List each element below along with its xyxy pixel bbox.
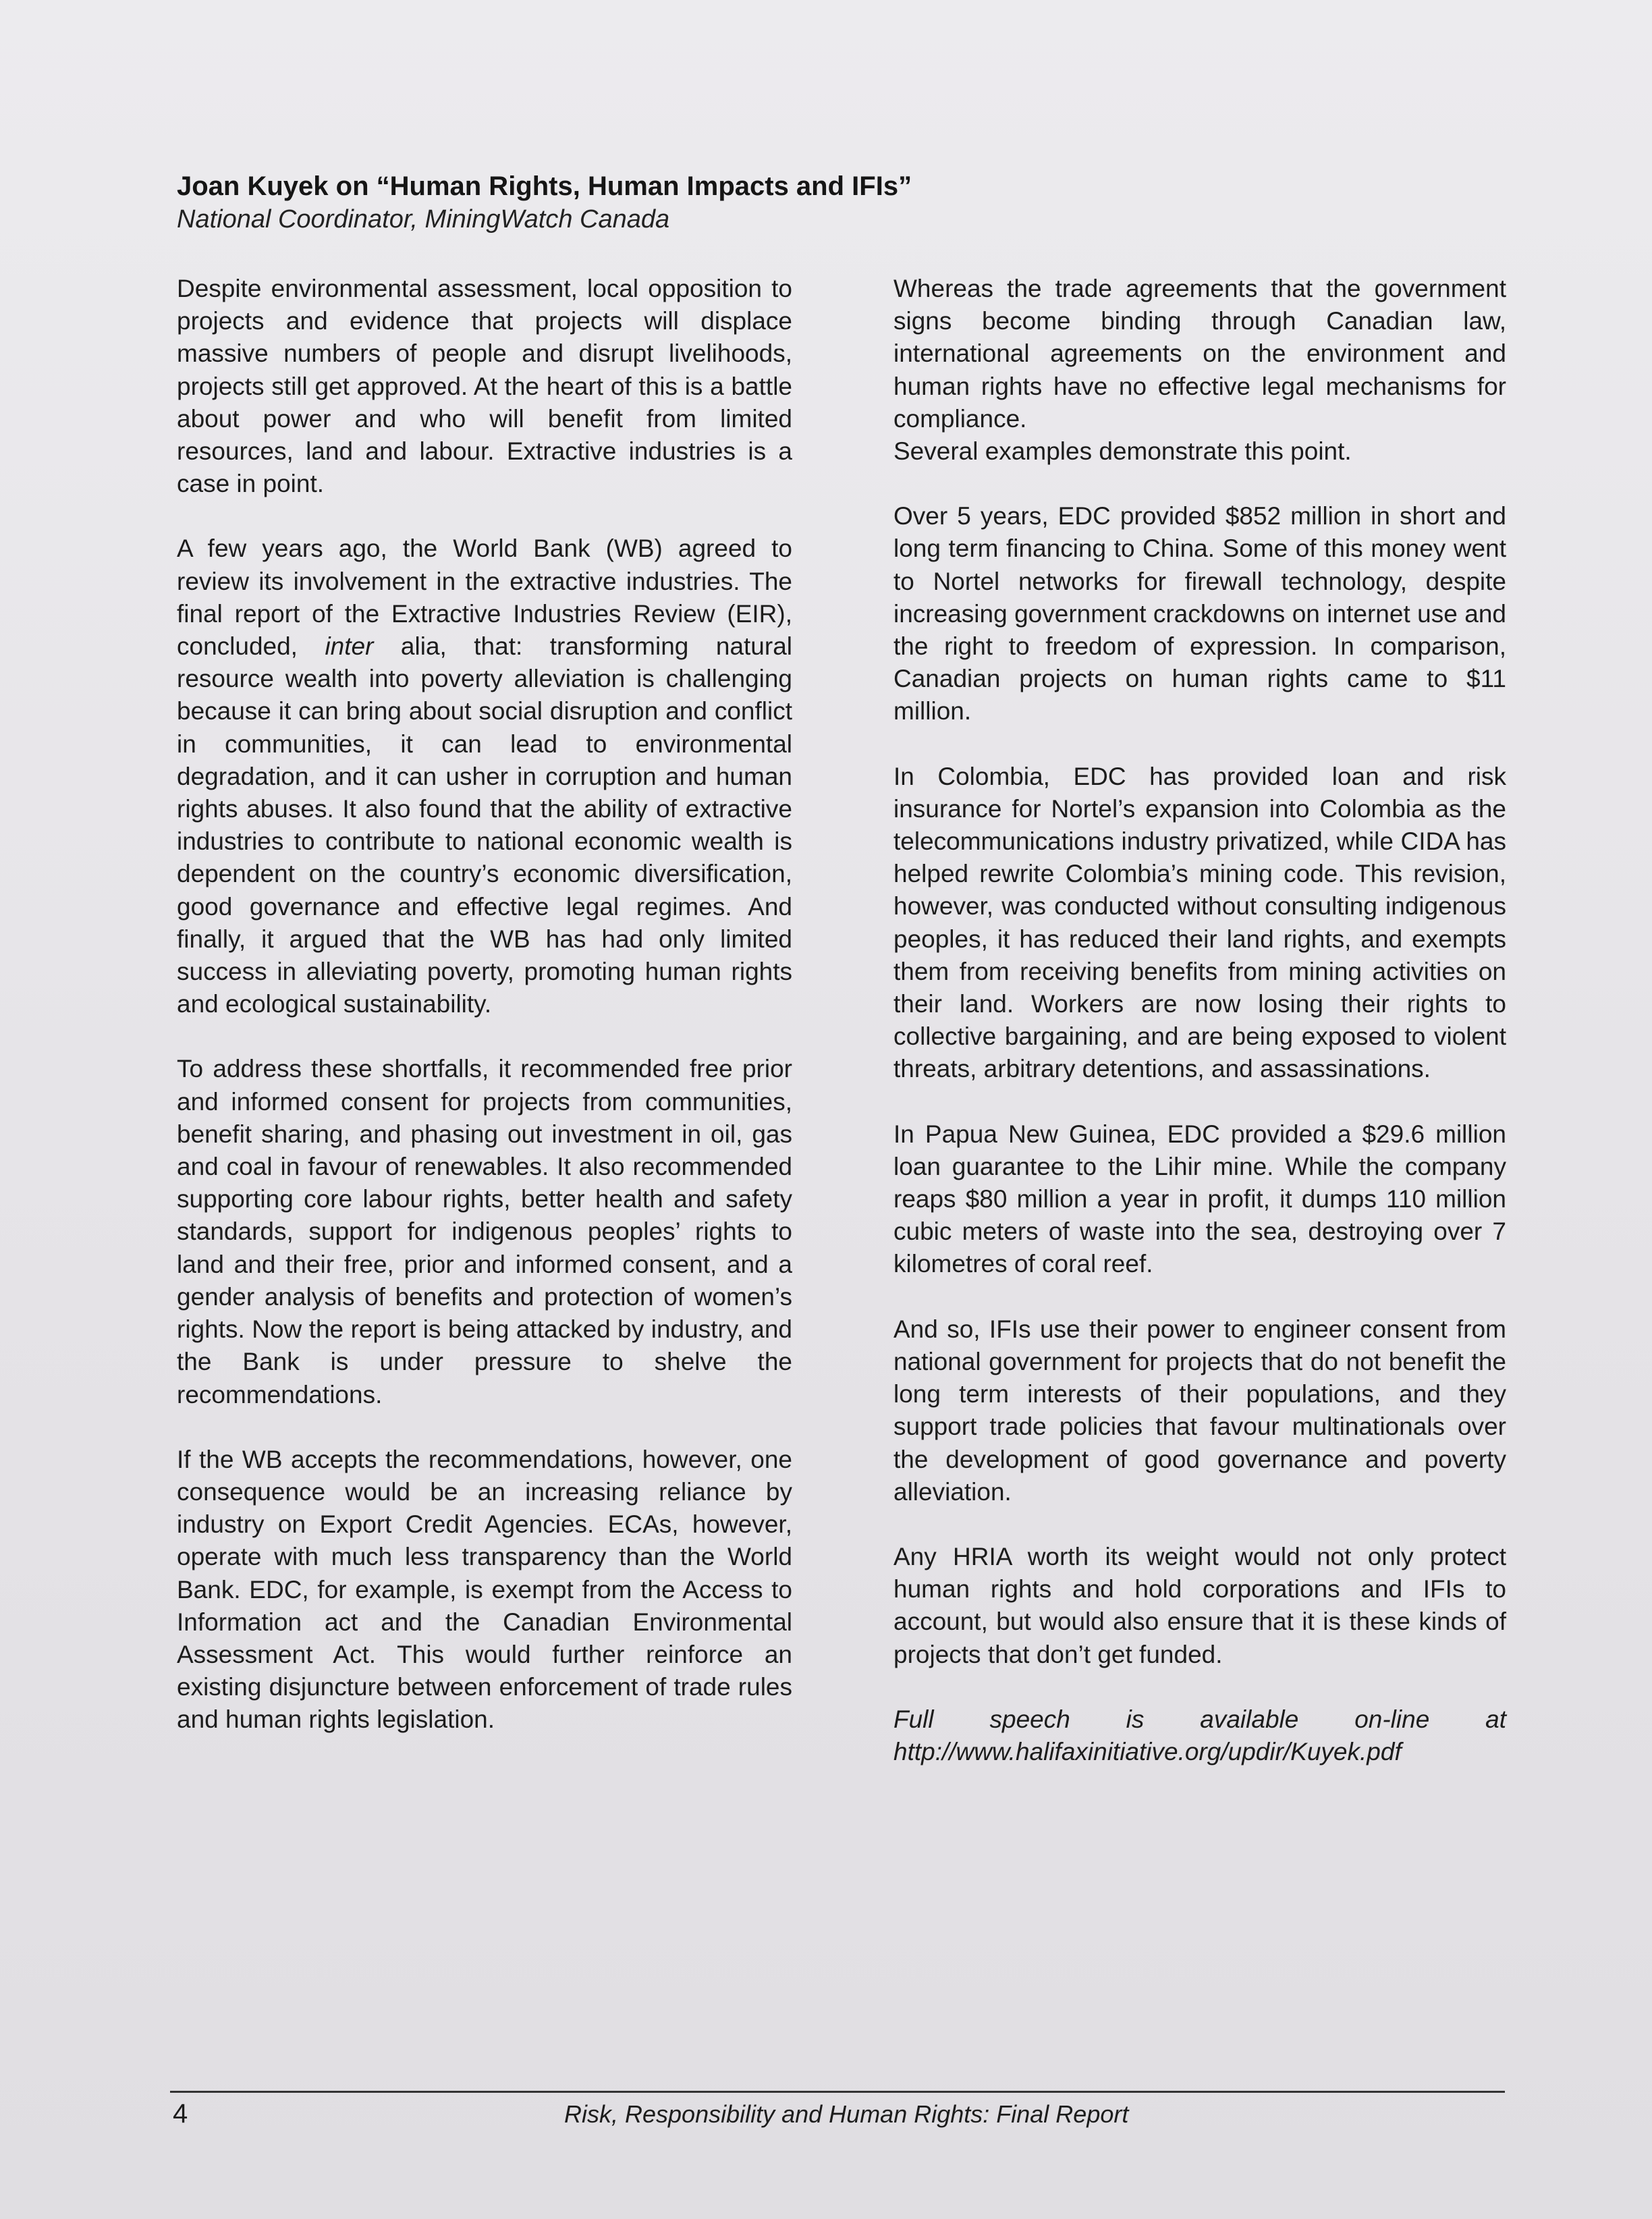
footer-report-title: Risk, Responsibility and Human Rights: Final Report: [564, 2100, 1129, 2128]
paragraph: Whereas the trade agreements that the government signs become binding through Canadian law, international agreements on the environment and human rights have no effective legal mechanisms for compliance.: [893, 275, 1506, 433]
paragraph: Over 5 years, EDC provided $852 million in short and long term financing to China. Some of this money went to Nortel networks for firewall technology, despite increasing government crackdowns on internet use and the right to freedom of expression. In comparison, Canadian projects on human rights came to $11 million.: [893, 502, 1506, 725]
article-header: [177, 169, 1513, 235]
italic-term: inter: [325, 632, 374, 661]
paragraph: If the WB accepts the recommendations, however, one consequence would be an increasing reliance by industry on Export Credit Agencies. ECAs, however, operate with much less transparency than the World Bank. EDC, for example, is exempt from the Access to Information act and the Canadian Environmental Assessment Act. This would further reinforce an existing disjuncture between enforcement of trade rules and human rights legislation.: [177, 1445, 792, 1734]
paragraph: And so, IFIs use their power to engineer consent from national government for projects that do not benefit the long term interests of their populations, and they support trade policies that favour multinationals over the development of good governance and poverty alleviation.: [893, 1315, 1506, 1506]
paragraph: Several examples demonstrate this point.: [893, 437, 1352, 466]
speech-link-note: Full speech is available on-line at http://www.halifaxinitiative.org/updir/Kuyek.pdf: [893, 1705, 1506, 1765]
paragraph: In Colombia, EDC has provided loan and risk insurance for Nortel’s expansion into Colombia as the telecommunications industry privatized, while CIDA has helped rewrite Colombia’s mining code. This revision, however, was conducted without consulting indigenous peoples, it has reduced their land rights, and exempts them from receiving benefits from mining activities on their land. Workers are now losing their rights to collective bargaining, and are being exposed to violent threats, arbitrary detentions, and assassinations.: [893, 762, 1506, 1083]
paragraph: To address these shortfalls, it recommended free prior and informed consent for projects from communities, benefit sharing, and phasing out investment in oil, gas and coal in favour of renewables. It also recommended supporting core labour rights, better health and safety standards, support for indigenous peoples’ rights to land and their free, prior and informed consent, and a gender analysis of benefits and protection of women’s rights. Now the report is being attacked by industry, and the Bank is under pressure to shelve the recommendations.: [177, 1055, 792, 1408]
paragraph: Any HRIA worth its weight would not only protect human rights and hold corporations and IFIs to account, but would also ensure that it is these kinds of projects that don’t get funded.: [893, 1542, 1506, 1668]
paragraph-text: alia, that: transforming natural resource wealth into poverty alleviation is challenging because it can bring about social disruption and conflict in communities, it can lead to environmental degradation, and it can usher in corruption and human rights abuses. It also found that the ability of extractive industries to contribute to national economic wealth is dependent on the country’s economic diversification, good governance and effective legal regimes. And finally, it argued that the WB has had only limited success in alleviating poverty, promoting human rights and ecological sustainability.: [177, 632, 792, 1018]
paragraph: [177, 532, 792, 1020]
left-column: [177, 273, 792, 1769]
right-column: [893, 273, 1506, 1801]
paragraph: In Papua New Guinea, EDC provided a $29.6 million loan guarantee to the Lihir mine. While the company reaps $80 million a year in profit, it dumps 110 million cubic meters of waste into the sea, destroying over 7 kilometres of coral reef.: [893, 1120, 1506, 1278]
paragraph-text: The final report of the Extractive Industries Review (EIR), concluded,: [177, 567, 792, 661]
footer-divider: [170, 2091, 1505, 2093]
author-affiliation: National Coordinator, MiningWatch Canada: [177, 205, 670, 234]
paragraph: Despite environmental assessment, local opposition to projects and evidence that projects will displace massive numbers of people and disrupt livelihoods, projects still get approved. At the heart of this is a battle about power and who will benefit from limited resources, land and labour. Extractive industries is a case in point.: [177, 275, 792, 498]
page-number: 4: [173, 2099, 188, 2129]
article-title: Joan Kuyek on “Human Rights, Human Impacts and IFIs”: [177, 171, 912, 201]
paragraph-lead: A few years ago, the World Bank (WB) agreed to review its involvement in the extractive industries.: [177, 535, 792, 595]
